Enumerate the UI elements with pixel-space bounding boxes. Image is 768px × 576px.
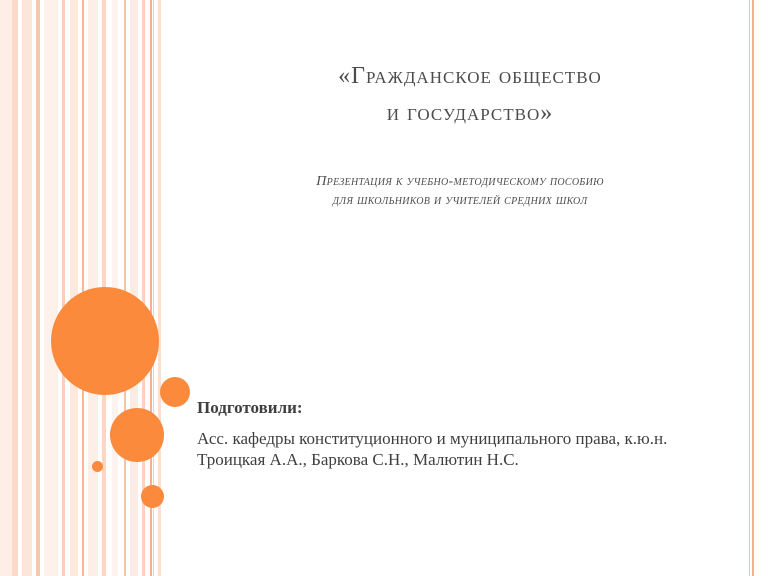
slide-subtitle-line: Презентация к учебно-методическому пособию xyxy=(316,174,604,189)
decor-stripe xyxy=(124,0,126,576)
authors-text: Асс. кафедры конституционного и муниципального права, к.ю.н. Троицкая А.А., Баркова С.Н., Малютин Н.С. xyxy=(197,429,668,469)
decor-circle xyxy=(110,408,164,462)
decor-circle-large xyxy=(51,287,159,395)
decor-stripe xyxy=(36,0,40,576)
slide-title xyxy=(190,58,750,132)
decor-stripe xyxy=(44,0,58,576)
decor-circle xyxy=(92,461,103,472)
decor-stripe xyxy=(82,0,84,576)
decor-stripe xyxy=(12,0,18,576)
decor-stripe xyxy=(22,0,32,576)
authors-heading: Подготовили: xyxy=(197,398,303,417)
slide-title-line: «Гражданское общество xyxy=(338,63,602,89)
decor-stripe xyxy=(62,0,65,576)
decor-stripe xyxy=(130,0,138,576)
slide-subtitle-line: для школьников и учителей средних школ xyxy=(332,193,588,208)
slide-subtitle xyxy=(180,172,740,210)
slide-title-line: и государство» xyxy=(386,100,554,126)
decor-stripe xyxy=(70,0,78,576)
decor-stripe xyxy=(0,0,12,576)
decor-circle xyxy=(141,485,164,508)
decor-circle xyxy=(160,377,190,407)
decor-line xyxy=(752,0,754,576)
